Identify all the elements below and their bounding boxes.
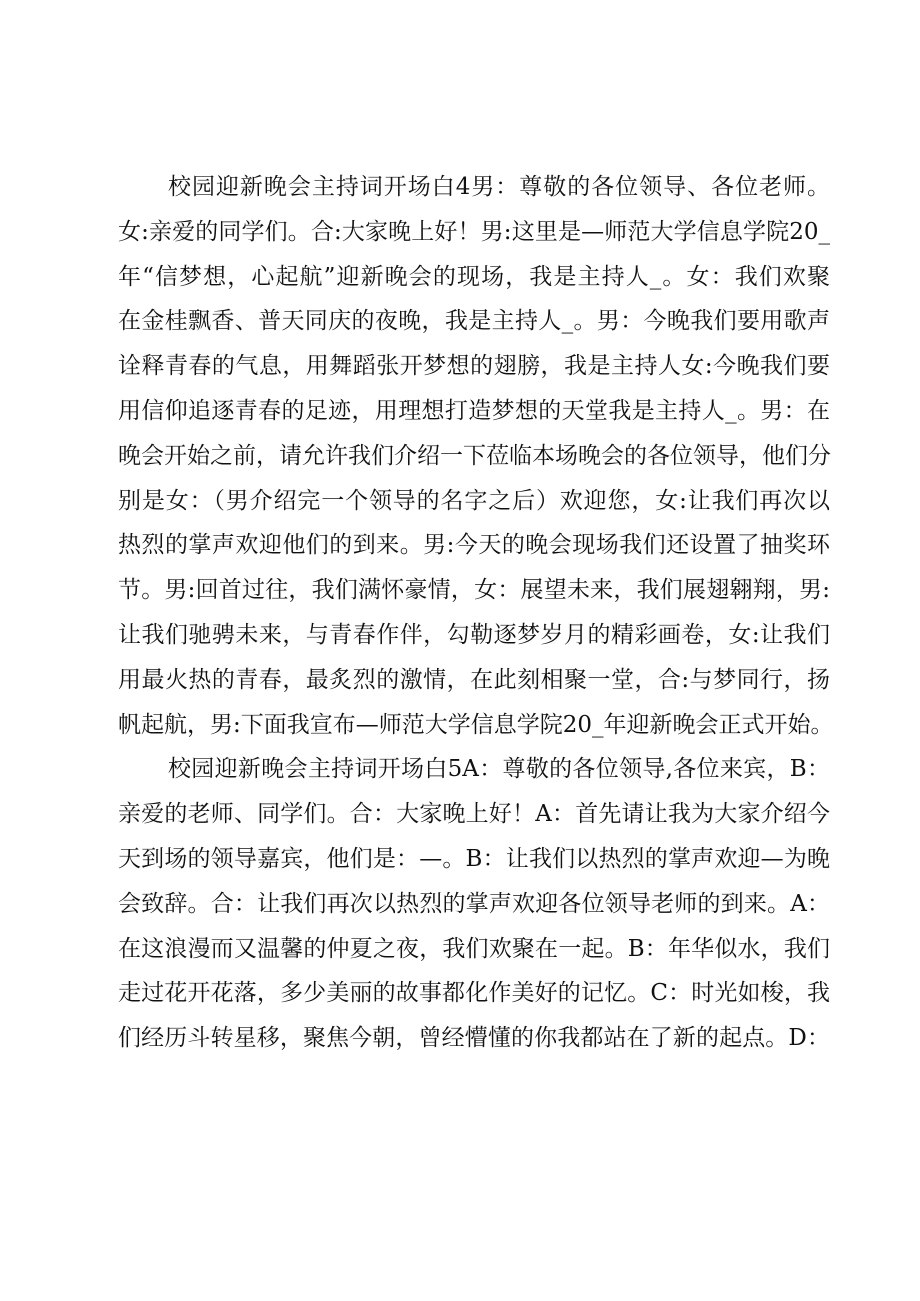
- text-line: 在金桂飘香、普天同庆的夜晚，我是主持人_。男：今晚我们要用歌声: [118, 308, 830, 335]
- text-line: 校园迎新晚会主持词开场白5A：尊敬的各位领导,各位来宾，B：: [168, 756, 830, 783]
- text-line: 校园迎新晚会主持词开场白4男：尊敬的各位领导、各位老师。: [168, 174, 830, 200]
- text-line: 会致辞。合：让我们再次以热烈的掌声欢迎各位领导老师的到来。A：: [118, 890, 830, 917]
- paragraph: [118, 165, 834, 747]
- text-line: 亲爱的老师、同学们。合：大家晚上好！A：首先请让我为大家介绍今: [118, 801, 830, 828]
- text-line: 走过花开花落，多少美丽的故事都化作美好的记忆。C：时光如梭，我: [118, 980, 830, 1007]
- text-line: 诠释青春的气息，用舞蹈张开梦想的翅膀，我是主持人女:今晚我们要: [118, 353, 830, 380]
- text-line: 们经历斗转星移，聚焦今朝，曾经懵懂的你我都站在了新的起点。D：: [118, 1025, 830, 1052]
- text-line: 年“信梦想，心起航”迎新晚会的现场，我是主持人_。女：我们欢聚: [118, 263, 830, 290]
- text-line: 女:亲爱的同学们。合:大家晚上好！男:这里是—师范大学信息学院20_: [118, 218, 830, 245]
- text-line: 用信仰追逐青春的足迹，用理想打造梦想的天堂我是主持人_。男：在: [118, 397, 830, 424]
- text-line: 节。男:回首过往，我们满怀豪情，女：展望未来，我们展翅翱翔，男:: [118, 577, 830, 604]
- document-body: [118, 165, 834, 1061]
- text-line: 用最火热的青春，最炙烈的激情，在此刻相聚一堂，合:与梦同行，扬: [118, 666, 830, 693]
- text-line: 热烈的掌声欢迎他们的到来。男:今天的晚会现场我们还设置了抽奖环: [118, 532, 830, 559]
- text-line: 在这浪漫而又温馨的仲夏之夜，我们欢聚在一起。B：年华似水，我们: [118, 935, 830, 962]
- text-line: 天到场的领导嘉宾，他们是：—。B：让我们以热烈的掌声欢迎—为晚: [118, 845, 830, 872]
- text-line: 晚会开始之前，请允许我们介绍一下莅临本场晚会的各位领导，他们分: [118, 442, 831, 469]
- text-line: 帆起航，男:下面我宣布—师范大学信息学院20_年迎新晚会正式开始。: [118, 711, 834, 738]
- paragraph: [118, 747, 830, 1061]
- text-line: 让我们驰骋未来，与青春作伴，勾勒逐梦岁月的精彩画卷，女:让我们: [118, 621, 830, 648]
- text-line: 别是女：（男介绍完一个领导的名字之后）欢迎您，女:让我们再次以: [118, 487, 830, 514]
